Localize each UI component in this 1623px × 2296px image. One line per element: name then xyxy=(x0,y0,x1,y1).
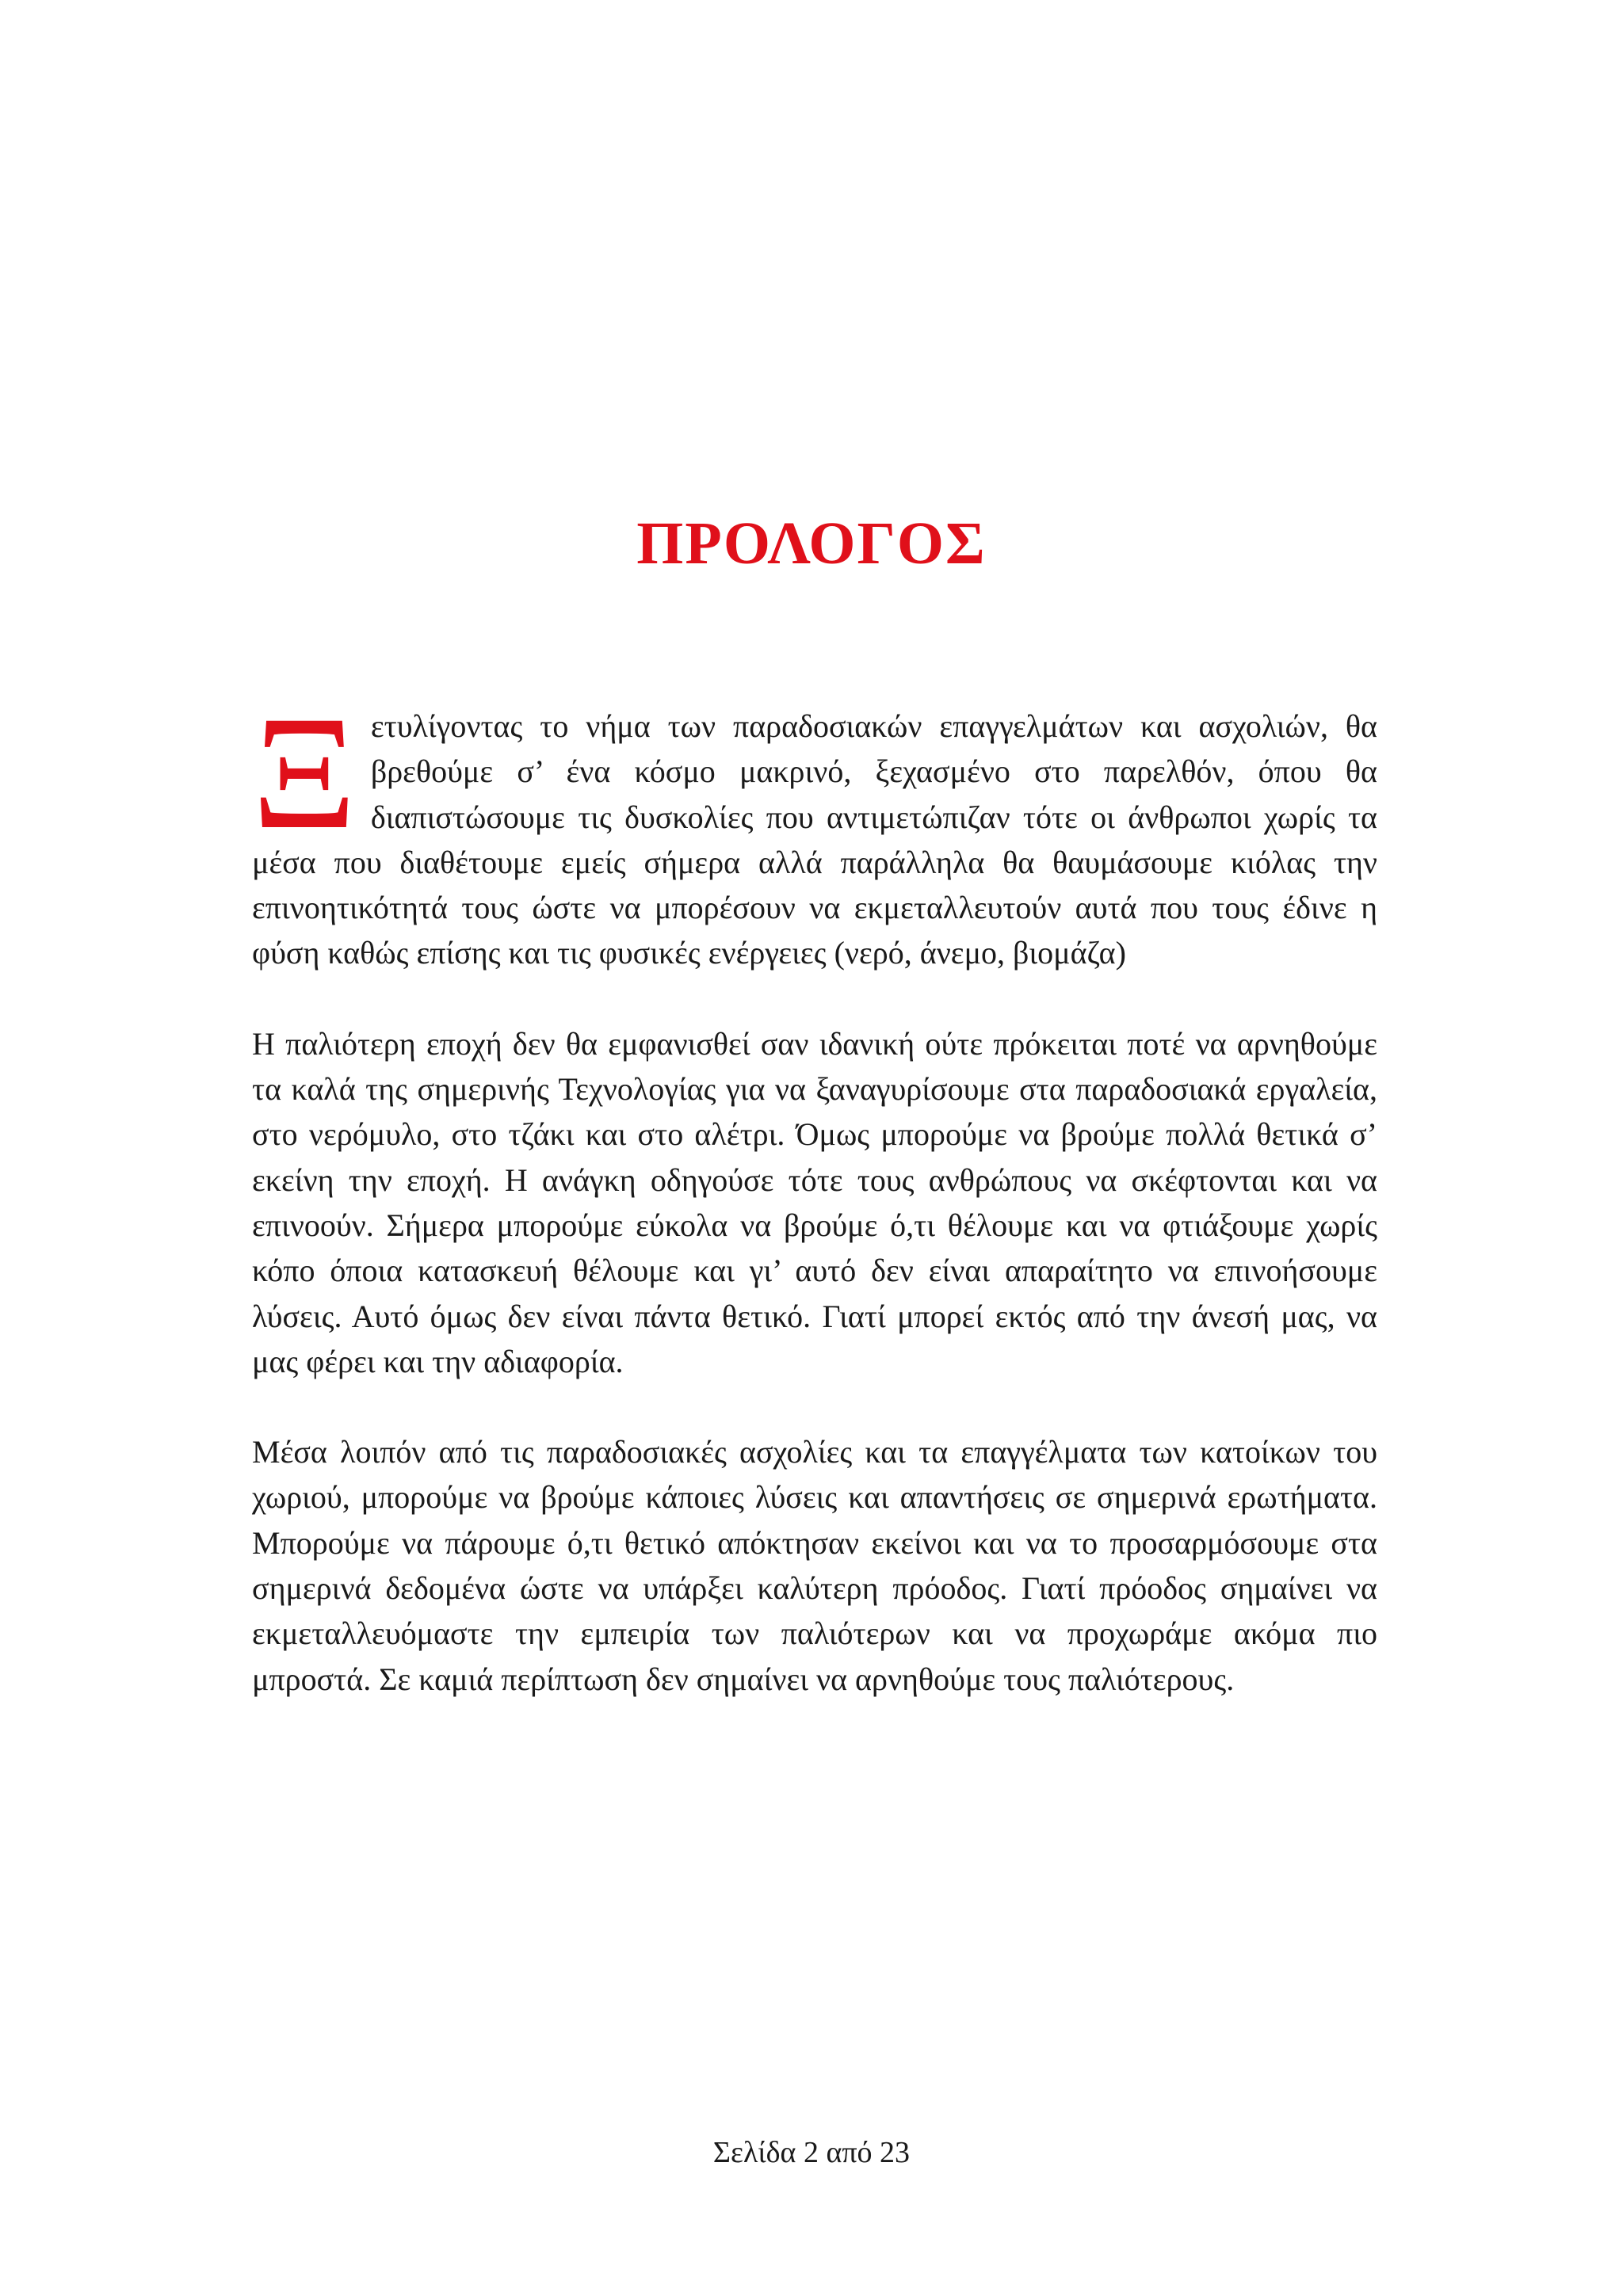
paragraph-3: Μέσα λοιπόν από τις παραδοσιακές ασχολίες και τα επαγγέλματα των κατοίκων του χωριού, μπορούμε να βρούμε κάποιες λύσεις και απαντήσεις σε σημερινά ερωτήματα. Μπορούμε να πάρουμε ό,τι θετικό απόκτησαν εκείνοι και να το προσαρμόσουμε στα σημερινά δεδομένα ώστε να υπάρξει καλύτερη πρόοδος. Γιατί πρόοδος σημαίνει να εκμεταλλευόμαστε την εμπειρία των παλιότερων και να προχωράμε ακόμα πιο μπροστά. Σε καμιά περίπτωση δεν σημαίνει να αρνηθούμε τους παλιότερους. xyxy=(252,1434,1377,1697)
document-body xyxy=(252,683,1377,1747)
page-number-footer: Σελίδα 2 από 23 xyxy=(712,2136,911,2169)
drop-cap: Ξ xyxy=(252,683,357,863)
page-title: ΠΡΟΛΟΓΟΣ xyxy=(636,510,987,577)
paragraph-2: Η παλιότερη εποχή δεν θα εμφανισθεί σαν ιδανική ούτε πρόκειται ποτέ να αρνηθούμε τα καλά της σημερινής Τεχνολογίας για να ξαναγυρίσουμε στα παραδοσιακά εργαλεία, στο νερόμυλο, στο τζάκι και στο αλέτρι. Όμως μπορούμε να βρούμε πολλά θετικά σ’ εκείνη την εποχή. Η ανάγκη οδηγούσε τότε τους ανθρώπους να σκέφτονται και να επινοούν. Σήμερα μπορούμε εύκολα να βρούμε ό,τι θέλουμε και να φτιάξουμε χωρίς κόπο όποια κατασκευή θέλουμε και γι’ αυτό δεν είναι απαραίτητο να επινοήσουμε λύσεις. Αυτό όμως δεν είναι πάντα θετικό. Γιατί μπορεί εκτός από την άνεσή μας, να μας φέρει και την αδιαφορία. xyxy=(252,1025,1377,1379)
paragraph-1-text: ετυλίγοντας το νήμα των παραδοσιακών επαγγελμάτων και ασχολιών, θα βρεθούμε σ’ ένα κόσμο μακρινό, ξεχασμένο στο παρελθόν, όπου θα διαπιστώσουμε τις δυσκολίες που αντιμετώπιζαν τότε οι άνθρωποι χωρίς τα μέσα που διαθέτουμε εμείς σήμερα αλλά παράλληλα θα θαυμάσουμε κιόλας την επινοητικότητά τους ώστε να μπορέσουν να εκμεταλλευτούν αυτά που τους έδινε η φύση καθώς επίσης και τις φυσικές ενέργειες (νερό, άνεμο, βιομάζα) xyxy=(252,708,1377,971)
paragraph-1 xyxy=(252,683,1377,976)
